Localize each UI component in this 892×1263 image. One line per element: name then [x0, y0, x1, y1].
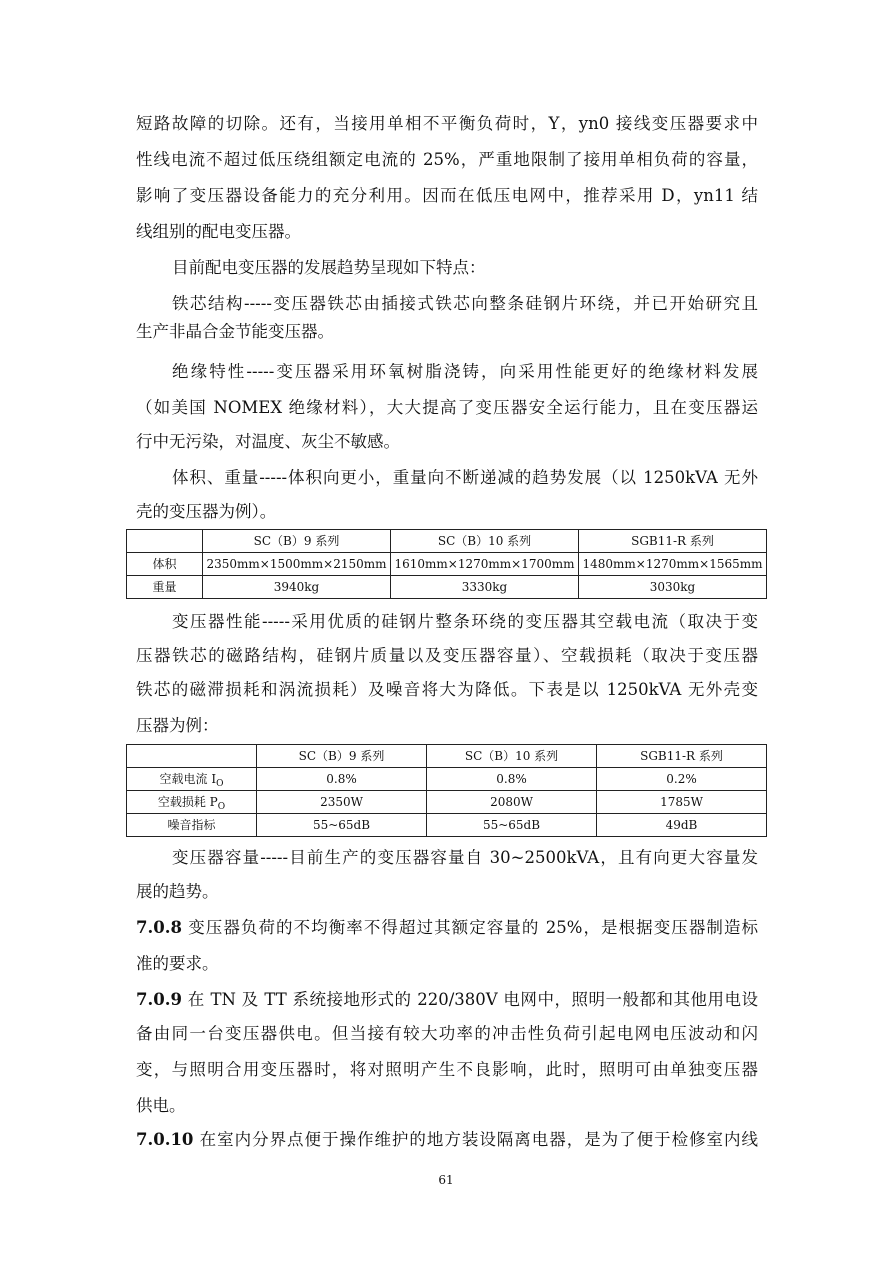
table-row-label [127, 768, 257, 791]
table-cell: 3940kg [203, 576, 391, 599]
table-cell: 2350mm×1500mm×2150mm [203, 553, 391, 576]
table-cell: 3330kg [391, 576, 579, 599]
paragraph-line: 变，与照明合用变压器时，将对照明产生不良影响，此时，照明可由单独变压器 [136, 1060, 758, 1079]
table-header-cell: SC（B）9 系列 [257, 745, 427, 768]
row-label-subscript: O [216, 779, 224, 789]
table-cell: 55~65dB [257, 814, 427, 837]
table-cell: 1480mm×1270mm×1565mm [579, 553, 767, 576]
table-row [127, 768, 767, 791]
paragraph-line: 生产非晶合金节能变压器。 [136, 322, 334, 341]
table-row [127, 814, 767, 837]
table-header-cell: SC（B）9 系列 [203, 530, 391, 553]
paragraph-line: 展的趋势。 [136, 882, 219, 901]
row-label-text: 空载电流 I [159, 772, 217, 786]
clause-text: 变压器负荷的不均衡率不得超过其额定容量的 25%，是根据变压器制造标 [188, 918, 758, 937]
clause-text: 在室内分界点便于操作维护的地方装设隔离电器，是为了便于检修室内线 [199, 1130, 758, 1149]
table-header-row [127, 530, 767, 553]
table-header-cell: SGB11-R 系列 [597, 745, 767, 768]
paragraph-line: 变压器性能-----采用优质的硅钢片整条环绕的变压器其空载电流（取决于变 [172, 612, 758, 631]
paragraph-line: 体积、重量-----体积向更小，重量向不断递减的趋势发展（以 1250kVA 无外 [172, 468, 758, 487]
paragraph-line: 供电。 [136, 1096, 186, 1115]
clause-number: 7.0.10 [136, 1130, 194, 1149]
table-row-label [127, 791, 257, 814]
row-label-text: 空载损耗 P [157, 795, 218, 809]
table-header-cell: SC（B）10 系列 [391, 530, 579, 553]
clause-number: 7.0.8 [136, 918, 182, 937]
performance-table [126, 744, 767, 837]
paragraph-line: 壳的变压器为例）。 [136, 502, 277, 521]
paragraph-line: 行中无污染，对温度、灰尘不敏感。 [136, 432, 400, 451]
clause-number: 7.0.9 [136, 990, 182, 1009]
paragraph-line: 影响了变压器设备能力的充分利用。因而在低压电网中，推荐采用 D，yn11 结 [136, 186, 758, 205]
paragraph-line: 目前配电变压器的发展趋势呈现如下特点： [172, 258, 486, 277]
paragraph-line: 准的要求。 [136, 954, 219, 973]
volume-weight-table [126, 529, 767, 599]
table-cell: 55~65dB [427, 814, 597, 837]
paragraph-line: 铁芯结构-----变压器铁芯由插接式铁芯向整条硅钢片环绕，并已开始研究且 [172, 294, 758, 313]
paragraph-line: 压器为例： [136, 716, 219, 735]
clause-7-0-10 [136, 1128, 758, 1152]
clause-7-0-8 [136, 916, 758, 940]
row-label-subscript: O [217, 802, 226, 812]
row-label-text: 噪音指标 [167, 818, 216, 832]
table-header-cell: SGB11-R 系列 [579, 530, 767, 553]
table-header-cell: SC（B）10 系列 [427, 745, 597, 768]
paragraph-line: 变压器容量-----目前生产的变压器容量自 30~2500kVA，且有向更大容量发 [172, 848, 758, 867]
table-cell: 2080W [427, 791, 597, 814]
table-cell: 1610mm×1270mm×1700mm [391, 553, 579, 576]
table-row-label [127, 814, 257, 837]
clause-text: 在 TN 及 TT 系统接地形式的 220/380V 电网中，照明一般都和其他用电设 [187, 990, 758, 1009]
table-cell: 2350W [257, 791, 427, 814]
paragraph-line: 压器铁芯的磁路结构，硅钢片质量以及变压器容量）、空载损耗（取决于变压器 [136, 646, 758, 665]
clause-7-0-9 [136, 988, 758, 1012]
paragraph-line: 线组别的配电变压器。 [136, 222, 301, 241]
table-cell: 0.8% [427, 768, 597, 791]
paragraph-line: 铁芯的磁滞损耗和涡流损耗）及噪音将大为降低。下表是以 1250kVA 无外壳变 [136, 680, 758, 699]
table-cell: 3030kg [579, 576, 767, 599]
table-row [127, 553, 767, 576]
table-cell: 1785W [597, 791, 767, 814]
table-header-cell [127, 530, 203, 553]
table-row-label: 重量 [127, 576, 203, 599]
table-row [127, 791, 767, 814]
paragraph-line: （如美国 NOMEX 绝缘材料），大大提高了变压器安全运行能力，且在变压器运 [136, 398, 758, 417]
table-header-cell [127, 745, 257, 768]
paragraph-line: 绝缘特性-----变压器采用环氧树脂浇铸，向采用性能更好的绝缘材料发展 [172, 362, 758, 381]
paragraph-line: 备由同一台变压器供电。但当接有较大功率的冲击性负荷引起电网电压波动和闪 [136, 1024, 758, 1043]
page-number: 61 [438, 1173, 454, 1187]
table-header-row [127, 745, 767, 768]
paragraph-line: 性线电流不超过低压绕组额定电流的 25%，严重地限制了接用单相负荷的容量， [136, 150, 758, 169]
table-cell: 0.2% [597, 768, 767, 791]
table-row-label: 体积 [127, 553, 203, 576]
table-cell: 0.8% [257, 768, 427, 791]
table-cell: 49dB [597, 814, 767, 837]
paragraph-line: 短路故障的切除。还有，当接用单相不平衡负荷时，Y，yn0 接线变压器要求中 [136, 114, 758, 133]
table-row [127, 576, 767, 599]
